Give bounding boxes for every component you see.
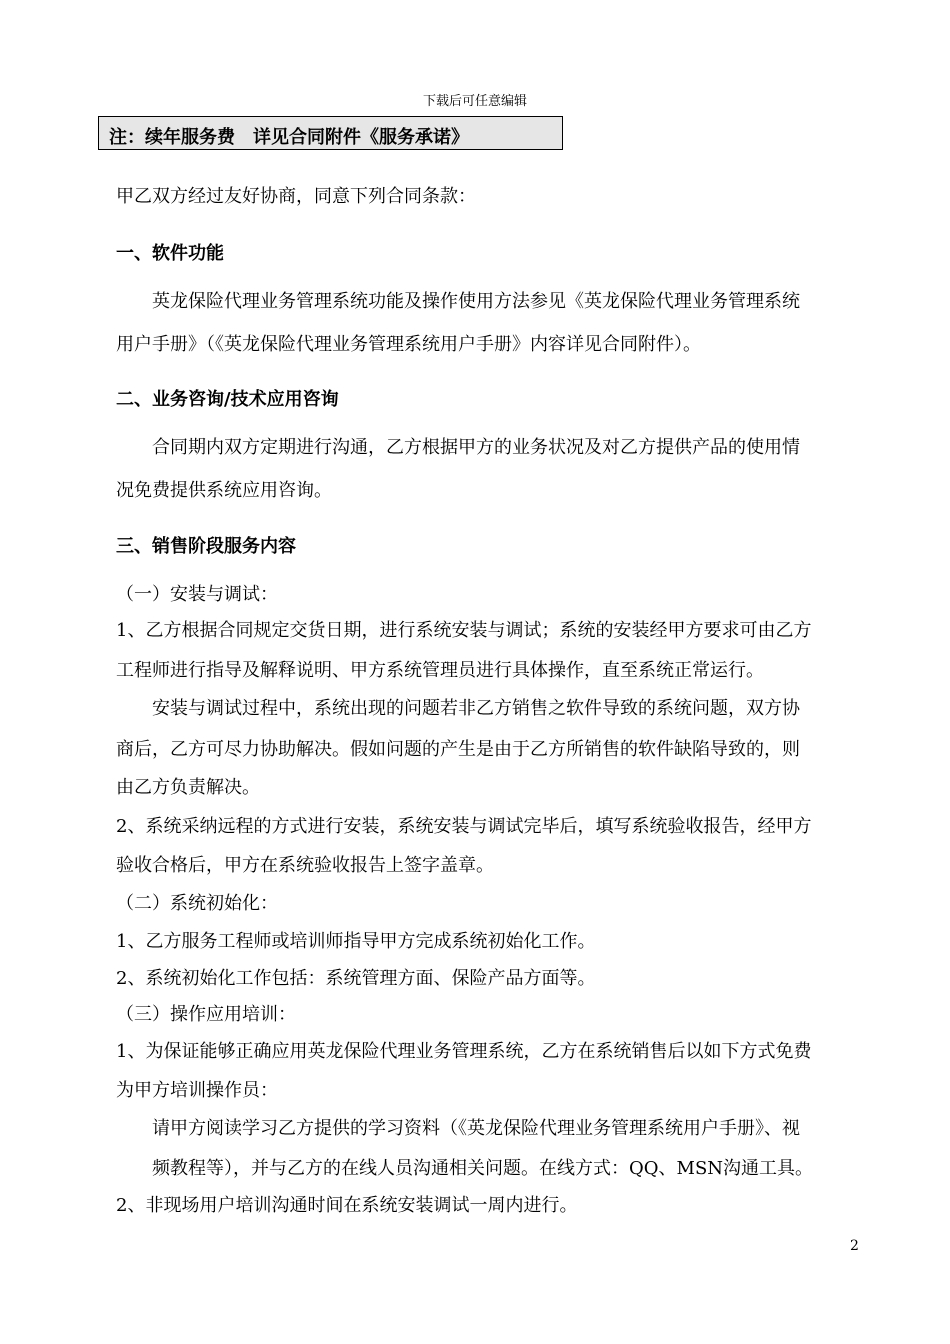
page-header: 下载后可任意编辑 [422, 94, 527, 109]
paragraph-line: 英龙保险代理业务管理系统功能及操作使用方法参见《英龙保险代理业务管理系统 [152, 291, 800, 312]
page-number: 2 [850, 1238, 859, 1254]
section-heading-1: 一、软件功能 [116, 243, 224, 264]
note-box [98, 116, 563, 150]
list-item: 2、非现场用户培训沟通时间在系统安装调试一周内进行。 [116, 1195, 578, 1216]
list-item: 2、系统采纳远程的方式进行安装，系统安装与调试完毕后，填写系统验收报告，经甲方 [116, 816, 812, 837]
section-heading-3: 三、销售阶段服务内容 [116, 536, 296, 557]
section-heading-2: 二、业务咨询/技术应用咨询 [116, 389, 339, 410]
subsection-heading: （二）系统初始化： [116, 893, 278, 914]
paragraph-line: 工程师进行指导及解释说明、甲方系统管理员进行具体操作，直至系统正常运行。 [116, 660, 764, 681]
list-item: 1、乙方根据合同规定交货日期，进行系统安装与调试；系统的安装经甲方要求可由乙方 [116, 620, 812, 641]
paragraph-line: 商后，乙方可尽力协助解决。假如问题的产生是由于乙方所销售的软件缺陷导致的，则 [116, 739, 800, 760]
list-item: 1、为保证能够正确应用英龙保险代理业务管理系统，乙方在系统销售后以如下方式免费 [116, 1041, 812, 1062]
paragraph-line: 由乙方负责解决。 [116, 777, 260, 798]
paragraph-line: 验收合格后，甲方在系统验收报告上签字盖章。 [116, 855, 494, 876]
list-item: 1、乙方服务工程师或培训师指导甲方完成系统初始化工作。 [116, 931, 596, 952]
list-item: 2、系统初始化工作包括：系统管理方面、保险产品方面等。 [116, 968, 596, 989]
paragraph-line: 频教程等），并与乙方的在线人员沟通相关问题。在线方式：QQ、MSN沟通工具。 [152, 1158, 814, 1179]
note-text: 注：续年服务费 详见合同附件《服务承诺》 [109, 127, 469, 148]
paragraph-line: 请甲方阅读学习乙方提供的学习资料（《英龙保险代理业务管理系统用户手册》、视 [152, 1118, 800, 1139]
paragraph-line: 为甲方培训操作员： [116, 1080, 278, 1101]
paragraph-line: 合同期内双方定期进行沟通，乙方根据甲方的业务状况及对乙方提供产品的使用情 [152, 437, 800, 458]
paragraph-line: 用户手册》（《英龙保险代理业务管理系统用户手册》内容详见合同附件）。 [116, 334, 701, 355]
paragraph-line: 况免费提供系统应用咨询。 [116, 480, 332, 501]
subsection-heading: （三）操作应用培训： [116, 1004, 296, 1025]
subsection-heading: （一）安装与调试： [116, 584, 278, 605]
intro-paragraph: 甲乙双方经过友好协商，同意下列合同条款： [116, 186, 476, 207]
paragraph-line: 安装与调试过程中，系统出现的问题若非乙方销售之软件导致的系统问题，双方协 [152, 698, 800, 719]
